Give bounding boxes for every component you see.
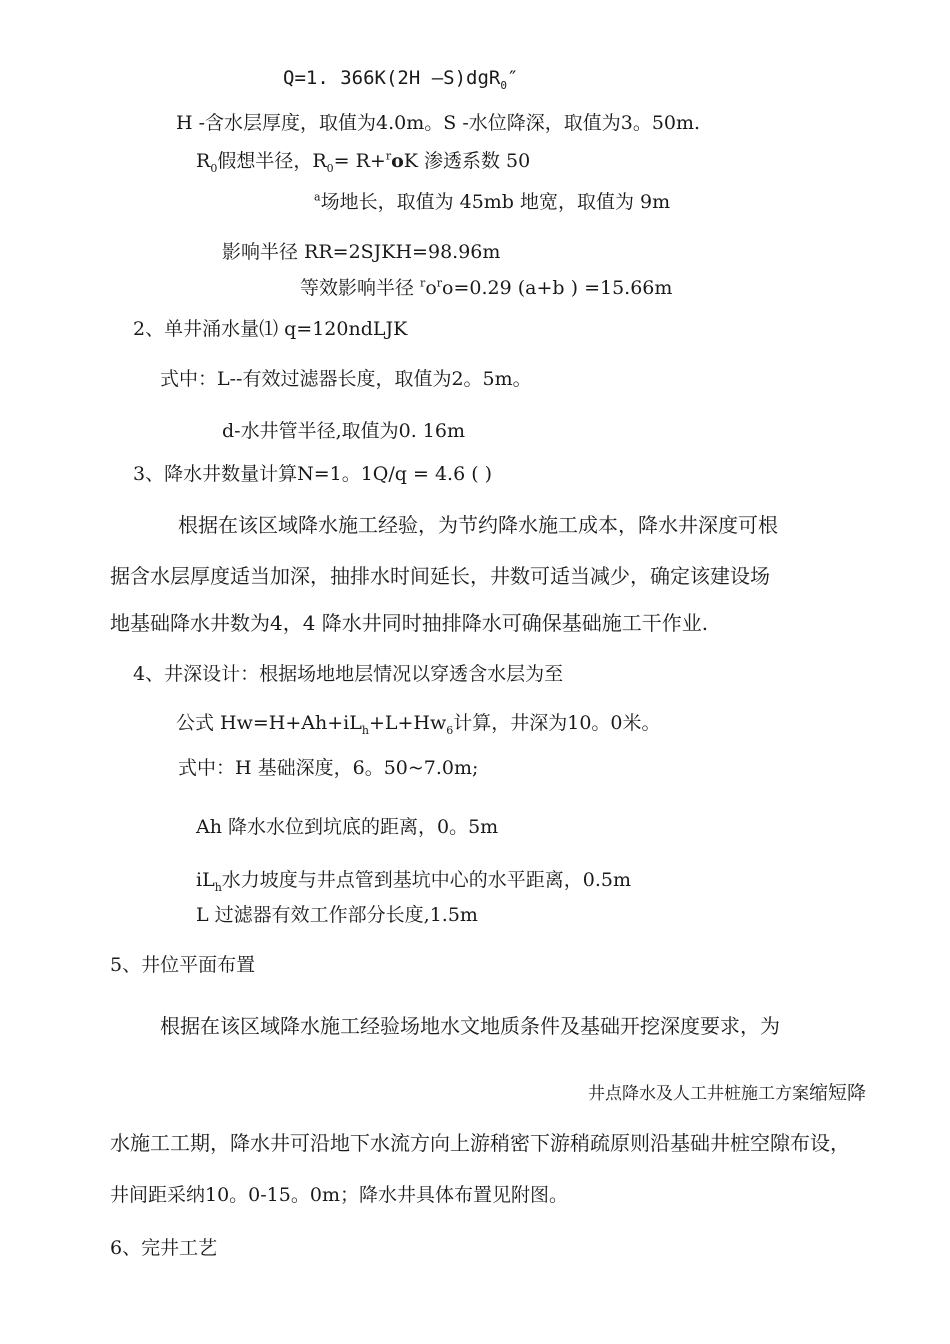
running-header [588,1081,866,1106]
formula-q [283,66,518,90]
paragraph-1-line-1: 根据在该区域降水施工经验，为节约降水施工成本，降水井深度可根 [178,513,778,537]
running-header-continuation: 缩短降 [809,1082,867,1104]
equiv-sup-2: r [436,276,443,290]
ilh-text: 水力坡度与井点管到基坑中心的水平距离，0.5m [221,869,632,891]
r0-definition [196,149,530,173]
r0-symbol: R [196,150,211,172]
equiv-radius-formula: =0.29 (a+b ) =15.66m [453,277,673,299]
d-definition: d-水井管半径,取值为0. 16m [222,420,465,442]
site-text: 场地长，取值为 45mb 地宽，取值为 9m [320,191,671,213]
item-4-heading: 4、井深设计：根据场地地层情况以穿透含水层为至 [133,663,564,685]
r0-subscript: 0 [210,161,218,175]
formula-q-subscript: 0 [500,78,507,92]
paragraph-2-line-1: 根据在该区域降水施工经验场地水文地质条件及基础开挖深度要求，为 [160,1014,780,1038]
equiv-o-2: o [442,277,454,299]
running-header-title: 井点降水及人工井桩施工方案 [588,1084,809,1104]
k-permeability: K 渗透系数 50 [403,150,531,172]
ilh-definition [196,868,631,892]
formula-q-suffix: ″ [506,67,519,89]
ilh-symbol: iL [196,869,215,891]
formula-hw-sub-h: h [361,723,369,737]
formula-hw-part-b: +L+Hw [368,712,447,734]
formula-hw-sub-6: 6 [446,723,454,737]
item-2-heading: 2、单井涌水量⑴ q=120ndLJK [133,318,408,340]
h-definition: H -含水层厚度，取值为4.0m。S -水位降深，取值为3。50m. [176,112,701,134]
l-definition: L 过滤器有效工作部分长度,1.5m [196,904,478,926]
formula-q-main: Q=1. 366K(2H —S)dgR [283,67,501,89]
ah-definition: Ah 降水水位到坑底的距离，0。5m [196,816,499,838]
paragraph-2-line-2: 水施工工期，降水井可沿地下水流方向上游稍密下游稍疏原则沿基础井桩空隙布设， [110,1131,850,1155]
where-h-definition: 式中：H 基础深度，6。50~7.0m; [178,757,479,779]
item-3-heading: 3、降水井数量计算N=1。1Q/q = 4.6 ( ) [133,463,493,485]
where-l-definition: 式中：L--有效过滤器长度，取值为2。5m。 [160,368,532,390]
item-5-heading: 5、井位平面布置 [110,954,256,976]
item-6-heading: 6、完井工艺 [110,1237,218,1259]
ilh-subscript: h [214,880,222,894]
influence-radius: 影响半径 RR=2SJKH=98.96m [222,241,501,263]
equiv-sup-1: r [420,276,426,290]
equiv-o-1: o [425,277,437,299]
site-dimensions [314,190,670,214]
formula-hw-part-c: 计算，井深为10。0米。 [453,712,661,734]
paragraph-1-line-3: 地基础降水井数为4，4 降水井同时抽排降水可确保基础施工干作业. [110,611,709,635]
equivalent-radius [300,276,672,300]
formula-hw [176,711,661,735]
equiv-radius-label: 等效影响半径 [300,277,421,299]
r0-formula-o: o [391,150,404,172]
paragraph-2-line-3: 井间距采纳10。0-15。0m；降水井具体布置见附图。 [110,1184,568,1206]
r0-label: 假想半径，R [217,150,327,172]
paragraph-1-line-2: 据含水层厚度适当加深，抽排水时间延长，井数可适当减少，确定该建设场 [110,564,770,588]
r0-formula-superscript: r [385,149,392,163]
site-superscript: a [314,190,321,204]
r0-formula: = R+ [333,150,386,172]
formula-hw-part-a: 公式 Hw=H+Ah+iL [176,712,362,734]
r0-label-subscript: 0 [326,161,334,175]
